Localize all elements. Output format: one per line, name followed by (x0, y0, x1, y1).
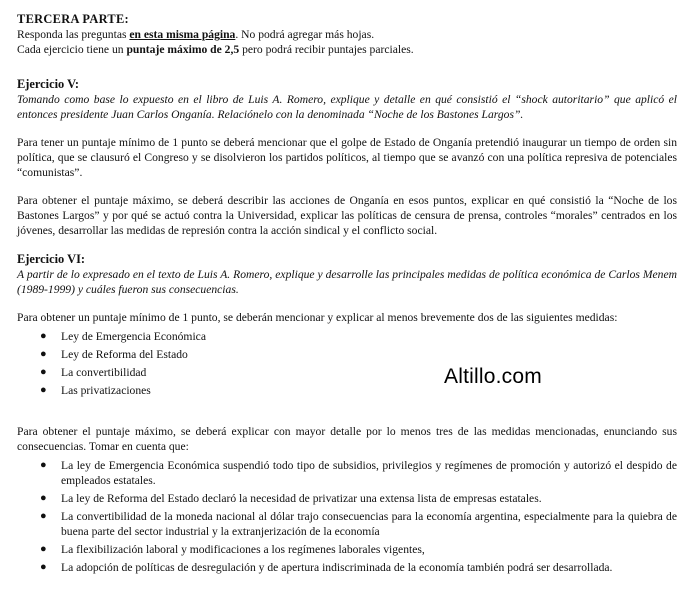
bullet-icon: ● (40, 543, 47, 555)
bullet-icon: ● (40, 510, 47, 522)
watermark-text: Altillo.com (444, 365, 542, 388)
exercise-5-minimum-criteria: Para tener un puntaje mínimo de 1 punto se deberá mencionar que el golpe de Estado de Onganía pretendió inaugurar un tiempo de orden sin política, que se clausuró el Congreso y se disolvieron los partidos políticos, al tiempo que se avanzó con una política represiva de potenciales “comunistas”. (17, 136, 677, 179)
exam-page (17, 12, 677, 578)
bullet-icon: ● (40, 366, 47, 378)
bullet-icon: ● (40, 459, 47, 471)
exercise-5-maximum-criteria: Para obtener el puntaje máximo, se deberá describir las acciones de Onganía en esos puntos, explicar en qué consistió la “Noche de los Bastones Largos” y por qué se actuó contra la Universidad, explicar las políticas de censura de prensa, controles “morales” centrados en los jóvenes, desarrollar las medidas de represión contra la acción sindical y el conflicto social. (17, 194, 677, 237)
bullet-icon: ● (40, 348, 47, 360)
bullet-icon: ● (40, 330, 47, 342)
bullet-icon: ● (40, 561, 47, 573)
instructions-line-1: Responda las preguntas en esta misma página. No podrá agregar más hojas. (17, 28, 375, 41)
exercise-6-prompt: A partir de lo expresado en el texto de Luis A. Romero, explique y desarrolle las principales medidas de política económica de Carlos Menem (1989-1999) y cuáles fueron sus consecuencias. (17, 268, 677, 296)
list-item: ● La convertibilidad de la moneda nacional al dólar trajo consecuencias para la economía argentina, especialmente para la quiebra de buena parte del sector industrial y la extranjerización de la economía (40, 510, 677, 538)
instructions-emphasis-page: en esta misma página (129, 28, 236, 41)
list-item: ● La flexibilización laboral y modificaciones a los regímenes laborales vigentes, (40, 543, 425, 556)
list-item: ● Ley de Reforma del Estado (40, 348, 188, 361)
exercise-6-minimum-criteria: Para obtener un puntaje mínimo de 1 punto, se deberán mencionar y explicar al menos brevemente dos de las siguientes medidas: (17, 311, 618, 324)
exercise-5-title: Ejercicio V: (17, 77, 80, 91)
exercise-5-prompt: Tomando como base lo expuesto en el libro de Luis A. Romero, explique y detalle en qué consistió el “shock autoritario” que aplicó el entonces presidente Juan Carlos Onganía. Relaciónelo con la denominada “Noche de los Bastones Largos”. (17, 93, 677, 121)
bullet-icon: ● (40, 384, 47, 396)
list-item: ● La adopción de políticas de desregulación y de apertura indiscriminada de la economía también podrá ser desarrollada. (40, 561, 613, 574)
exercise-6-maximum-criteria: Para obtener el puntaje máximo, se deberá explicar con mayor detalle por lo menos tres de las medidas mencionadas, enunciando sus consecuencias. Tomar en cuenta que: (17, 425, 677, 453)
list-item: ● La convertibilidad (40, 366, 147, 379)
instructions-line-2: Cada ejercicio tiene un puntaje máximo de 2,5 pero podrá recibir puntajes parciales. (17, 43, 414, 56)
list-item: ● Las privatizaciones (40, 384, 151, 397)
bullet-icon: ● (40, 492, 47, 504)
instructions-emphasis-score: puntaje máximo de 2,5 (126, 43, 240, 56)
list-item: ● La ley de Reforma del Estado declaró la necesidad de privatizar una extensa lista de empresas estatales. (40, 492, 542, 505)
list-item: ● Ley de Emergencia Económica (40, 330, 206, 343)
consequences-list (17, 458, 677, 575)
measures-list (17, 329, 677, 398)
exercise-6-title: Ejercicio VI: (17, 252, 86, 266)
list-item: ● La ley de Emergencia Económica suspendió todo tipo de subsidios, privilegios y regímenes de promoción y autorizó el despido de empleados estatales. (40, 459, 677, 487)
section-title: TERCERA PARTE: (17, 12, 129, 26)
